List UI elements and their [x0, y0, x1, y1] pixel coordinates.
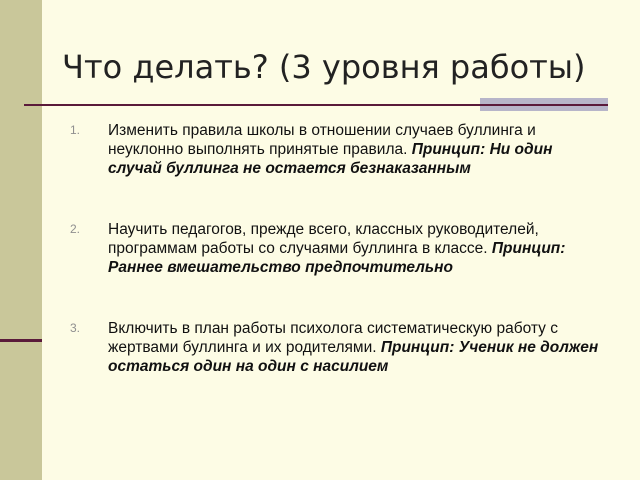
- item-body: Научить педагогов, прежде всего, классных руководителей, программам работы со случаями буллинга в классе.: [108, 221, 539, 257]
- item-principle: Принцип: Ученик не должен остаться один на один с насилием: [108, 339, 599, 375]
- list-item-text: [108, 220, 610, 277]
- sidebar-accent-line: [0, 339, 42, 342]
- left-sidebar-bar: [0, 0, 42, 480]
- list-number: 3.: [70, 321, 81, 335]
- item-principle: Принцип: Ни один случай буллинга не остается безнаказанным: [108, 141, 553, 177]
- list-item-text: [108, 121, 610, 178]
- item-body: Включить в план работы психолога систематическую работу с жертвами буллинга и их родителями.: [108, 320, 558, 356]
- list-item-1: [70, 121, 610, 178]
- list-number: 1.: [70, 123, 81, 137]
- list-item-3: [70, 319, 610, 376]
- numbered-list: [70, 121, 610, 418]
- list-item-text: [108, 319, 610, 376]
- item-body: Изменить правила школы в отношении случаев буллинга и неуклонно выполнять принятые правила.: [108, 122, 536, 158]
- list-item-2: [70, 220, 610, 277]
- title-divider-line: [480, 104, 608, 106]
- item-principle: Принцип: Раннее вмешательство предпочтительно: [108, 240, 566, 276]
- list-number: 2.: [70, 222, 81, 236]
- slide-title: Что делать? (3 уровня работы): [62, 48, 586, 86]
